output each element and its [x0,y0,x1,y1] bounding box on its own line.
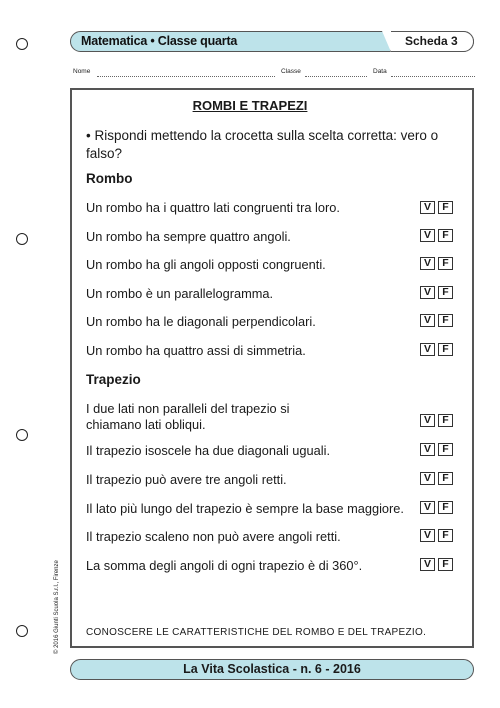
false-checkbox[interactable]: F [438,286,453,299]
true-checkbox[interactable]: V [420,414,435,427]
false-checkbox[interactable]: F [438,414,453,427]
statement-trapezio-2: Il trapezio isoscele ha due diagonali uguali. [86,443,331,458]
vf-choice [420,529,455,542]
statement-trapezio-5: Il trapezio scaleno non può avere angoli retti. [86,529,341,544]
footer-text: La Vita Scolastica - n. 6 - 2016 [183,662,361,676]
vf-choice [420,472,455,485]
true-checkbox[interactable]: V [420,257,435,270]
statement-rombo-1: Un rombo ha i quattro lati congruenti tra loro. [86,200,340,215]
statement-rombo-5: Un rombo ha le diagonali perpendicolari. [86,314,316,329]
student-fields [73,68,475,80]
vf-choice [420,286,455,299]
vf-choice [420,229,455,242]
instruction: • Rispondi mettendo la crocetta sulla scelta corretta: vero o falso? [86,128,439,161]
vf-choice [420,558,455,571]
date-field[interactable] [391,76,475,77]
true-checkbox[interactable]: V [420,558,435,571]
true-checkbox[interactable]: V [420,201,435,214]
section-heading-trapezio: Trapezio [86,372,141,387]
statement-rombo-6: Un rombo ha quattro assi di simmetria. [86,343,306,358]
binder-hole-3 [16,429,28,441]
learning-objective: CONOSCERE LE CARATTERISTICHE DEL ROMBO E DEL TRAPEZIO. [86,627,427,638]
vf-choice [420,414,455,427]
false-checkbox[interactable]: F [438,343,453,356]
true-checkbox[interactable]: V [420,343,435,356]
statement-rombo-3: Un rombo ha gli angoli opposti congruenti. [86,257,326,272]
header-title: Matematica • Classe quarta [81,34,238,48]
statement-trapezio-4: Il lato più lungo del trapezio è sempre la base maggiore. [86,501,404,516]
vf-choice [420,443,455,456]
vf-choice [420,501,455,514]
true-checkbox[interactable]: V [420,529,435,542]
worksheet-title-text: ROMBI E TRAPEZI [192,98,308,113]
sheet-tab [390,31,474,52]
copyright-note: © 2016 Giunti Scuola S.r.l., Firenze [54,560,60,654]
date-label: Data [373,68,387,75]
binder-hole-1 [16,38,28,50]
vf-choice [420,257,455,270]
true-checkbox[interactable]: V [420,501,435,514]
vf-choice [420,314,455,327]
footer-bar [70,659,474,680]
false-checkbox[interactable]: F [438,558,453,571]
worksheet-title [0,98,500,113]
false-checkbox[interactable]: F [438,257,453,270]
true-checkbox[interactable]: V [420,286,435,299]
true-checkbox[interactable]: V [420,229,435,242]
header-bar [70,31,474,52]
false-checkbox[interactable]: F [438,314,453,327]
class-field[interactable] [305,76,367,77]
vf-choice [420,201,455,214]
false-checkbox[interactable]: F [438,529,453,542]
true-checkbox[interactable]: V [420,443,435,456]
statement-trapezio-1: I due lati non paralleli del trapezio si chiamano lati obliqui. [86,401,290,432]
statement-rombo-2: Un rombo ha sempre quattro angoli. [86,229,291,244]
name-field[interactable] [97,76,275,77]
statement-trapezio-3: Il trapezio può avere tre angoli retti. [86,472,287,487]
true-checkbox[interactable]: V [420,314,435,327]
name-label: Nome [73,68,91,75]
binder-hole-4 [16,625,28,637]
false-checkbox[interactable]: F [438,229,453,242]
binder-hole-2 [16,233,28,245]
false-checkbox[interactable]: F [438,472,453,485]
false-checkbox[interactable]: F [438,501,453,514]
false-checkbox[interactable]: F [438,201,453,214]
true-checkbox[interactable]: V [420,472,435,485]
section-heading-rombo: Rombo [86,171,133,186]
statement-rombo-4: Un rombo è un parallelogramma. [86,286,274,301]
vf-choice [420,343,455,356]
statement-trapezio-6: La somma degli angoli di ogni trapezio è di 360°. [86,558,363,573]
class-label: Classe [281,68,301,75]
sheet-label: Scheda 3 [405,34,458,48]
false-checkbox[interactable]: F [438,443,453,456]
